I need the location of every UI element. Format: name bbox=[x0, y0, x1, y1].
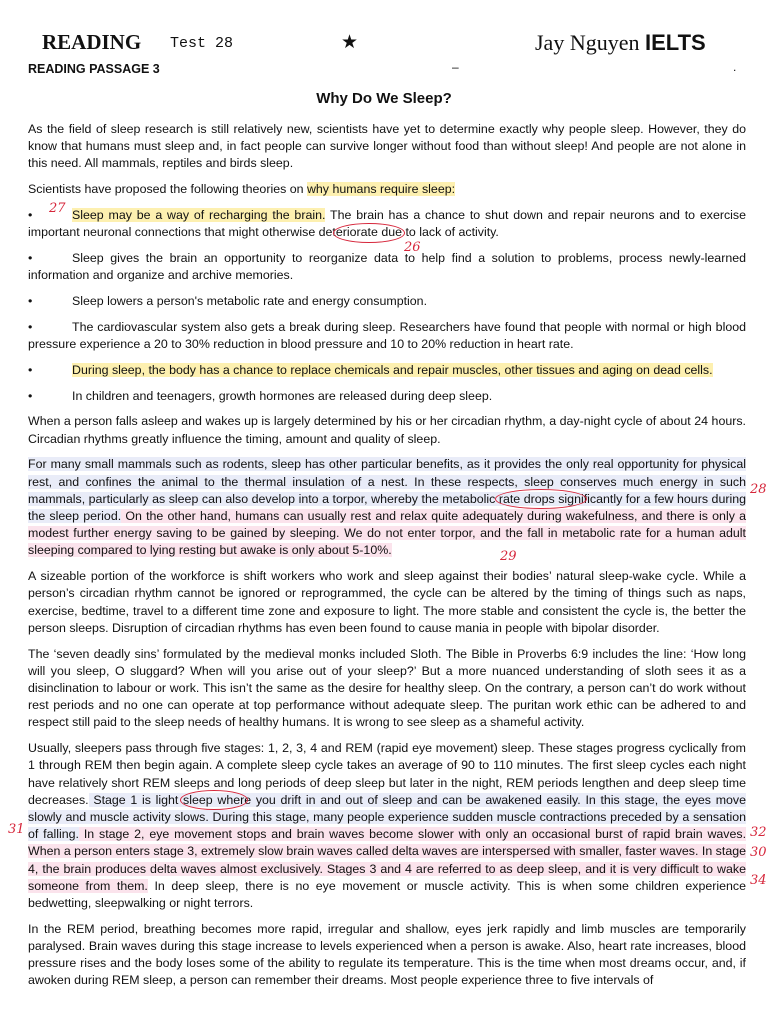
highlight-recharging: Sleep may be a way of recharging the brain. bbox=[72, 208, 326, 222]
highlight-torpor: For many small mammals such as rodents, sleep has other particular benefits, as it provides the only real opportunity for physical rest, and confines the animal to the thermal insulation of a nest. In these respects, sleep conserves much energy in such mammals, particularly as sleep can also develop into a torpor, whereby the metabolic rate drops significantly for a few hours during the sleep period. bbox=[28, 457, 746, 523]
header-dash: – bbox=[452, 60, 459, 74]
annotation-28: 28 bbox=[750, 482, 767, 497]
circle-deteriorate bbox=[333, 223, 405, 243]
paragraph-2-text: Scientists have proposed the following theories on bbox=[28, 182, 307, 197]
header-test-number: Test 28 bbox=[170, 35, 234, 52]
paragraph-1: As the field of sleep research is still relatively new, scientists have yet to determine exactly why people sleep. However, they do know that humans must sleep and, in fact people can survive longer without food than without sleep! And people are not alone in this need. All mammals, reptiles and birds sleep. bbox=[28, 122, 746, 171]
annotation-30: 30 bbox=[750, 845, 767, 860]
header-brand bbox=[535, 30, 706, 56]
paragraph-3: When a person falls asleep and wakes up is largely determined by his or her circadian rhythm, a day-night cycle of about 24 hours. Circadian rhythms greatly influence the timing, amount and quality of sleep. bbox=[28, 414, 746, 446]
bullet-2-text: Sleep gives the brain an opportunity to reorganize data to help find a solution to problems, process newly-learned information and organize and archive memories. bbox=[28, 251, 746, 283]
header-dot: . bbox=[733, 60, 737, 74]
highlight-theories: why humans require sleep: bbox=[306, 182, 456, 197]
annotation-29: 29 bbox=[500, 549, 517, 564]
bullet-dot: • bbox=[28, 388, 33, 403]
bullet-4 bbox=[28, 319, 746, 353]
passage-body bbox=[28, 121, 746, 998]
paragraph-7-end: In deep sleep, there is no eye movement or muscle activity. This is when some children experience bedwetting, sleepwalking or night terrors. bbox=[28, 878, 746, 911]
annotation-34: 34 bbox=[750, 873, 767, 888]
paragraph-4 bbox=[28, 456, 746, 559]
annotation-32: 32 bbox=[750, 825, 767, 840]
bullet-dot: • bbox=[28, 208, 33, 222]
paragraph-5: A sizeable portion of the workforce is shift workers who work and sleep against their bodies’ natural sleep-wake cycle. While a person’s circadian rhythm cannot be ignored or reprogrammed, the cycle can be altered by the timing of things such as naps, exercise, bedtime, travel to a different time zone and exposure to light. The more stable and consistent the cycle is, the better the person sleeps. Disruption of circadian rhythms has even been found to cause mania in people with bipolar disorder. bbox=[28, 569, 746, 635]
page-header bbox=[0, 0, 768, 60]
bullet-6 bbox=[28, 388, 746, 405]
bullet-dot: • bbox=[28, 251, 33, 265]
annotation-31: 31 bbox=[8, 822, 25, 837]
highlight-humans-rest: On the other hand, humans can usually rest and relax quite adequately during wakefulness, and there is only a modest further energy saving to be gained by sleeping. We do not enter torpor, and the fall in metabolic rate for a human adult sleeping compared to lying resting but awake is only about 5-10%. bbox=[28, 509, 746, 558]
bullet-dot: • bbox=[28, 294, 33, 308]
paragraph-7-text: Usually, sleepers pass through five stages: 1, 2, 3, 4 and REM (rapid eye movement) sleep. These stages progress cyclically from 1 through REM then begin again. A complete sleep cycle takes an average of 90 to 110 minutes. The first sleep cycles each night have relatively short REM sleeps and long periods of deep sleep but later in the night, REM periods lengthen and deep sleep time decreases. bbox=[28, 741, 746, 807]
star-icon: ★ bbox=[341, 32, 359, 53]
bullet-1-text: The brain has a chance to shut down and repair neurons and to exercise important neuronal connections that might otherwise deteriorate due to lack of activity. bbox=[28, 208, 746, 240]
brand-suffix: IELTS bbox=[644, 30, 706, 55]
bullet-3-text: Sleep lowers a person's metabolic rate and energy consumption. bbox=[72, 294, 428, 308]
circle-light-sleep bbox=[180, 790, 248, 810]
highlight-replace-chemicals: During sleep, the body has a chance to replace chemicals and repair muscles, other tissues and aging on dead cells. bbox=[72, 362, 713, 377]
passage-label: READING PASSAGE 3 bbox=[28, 62, 160, 76]
bullet-6-text: In children and teenagers, growth hormones are released during deep sleep. bbox=[72, 388, 493, 403]
annotation-26: 26 bbox=[404, 240, 421, 255]
highlight-stage-1: Stage 1 is light sleep where you drift in and out of sleep and can be awakened easily. In this stage, the eyes move slowly and muscle activity slows. During this stage, many people experience sudden muscle contractions preceded by a sensation of falling. bbox=[28, 792, 746, 842]
passage-title: Why Do We Sleep? bbox=[316, 90, 452, 107]
bullet-4-text: The cardiovascular system also gets a break during sleep. Researchers have found that people with normal or high blood pressure experience a 20 to 30% reduction in blood pressure and 10 to 20% reduction in heart rate. bbox=[28, 319, 746, 351]
header-reading: READING bbox=[42, 30, 142, 54]
paragraph-6: The ‘seven deadly sins’ formulated by the medieval monks included Sloth. The Bible in Proverbs 6:9 includes the line: ‘How long will you sleep, O sluggard? When will you arise out of your sleep?’ But a more nuanced understanding of sloth sees it as a disinclination to labour or work. This isn’t the same as the desire for healthy sleep. On the contrary, a person can’t do work without rest periods and no one can operate at top performance without adequate sleep. The puritan work ethic can be adhered to and respect still paid to the sleep needs of healthy humans. It is wrong to see sleep as a shameful activity. bbox=[28, 646, 746, 730]
highlight-stage-2-4: In stage 2, eye movement stops and brain waves become slower with only an occasional burst of rapid brain waves. When a person enters stage 3, extremely slow brain waves called delta waves are interspersed with smaller, faster waves. In stage 4, the brain produces delta waves almost exclusively. Stages 3 and 4 are referred to as deep sleep, and it is very difficult to wake someone from them. bbox=[28, 827, 747, 893]
bullet-3 bbox=[28, 293, 746, 310]
bullet-dot: • bbox=[28, 319, 33, 334]
paragraph-7 bbox=[28, 740, 746, 912]
bullet-5 bbox=[28, 362, 746, 379]
bullet-dot: • bbox=[28, 362, 33, 377]
annotation-27: 27 bbox=[49, 201, 66, 216]
brand-name: Jay Nguyen bbox=[535, 30, 640, 55]
bullet-2 bbox=[28, 250, 746, 284]
circle-metabolic-rate bbox=[495, 489, 587, 509]
paragraph-8: In the REM period, breathing becomes more rapid, irregular and shallow, eyes jerk rapidly and limb muscles are temporarily paralysed. Brain waves during this stage increase to levels experienced when a person is awake. Also, heart rate increases, blood pressure rises and the body loses some of the ability to regulate its temperature. This is the time when most dreams occur, and, if awoken during REM sleep, a person can remember their dreams. Most people experience three to five intervals of bbox=[28, 921, 746, 988]
paragraph-2 bbox=[28, 181, 746, 198]
